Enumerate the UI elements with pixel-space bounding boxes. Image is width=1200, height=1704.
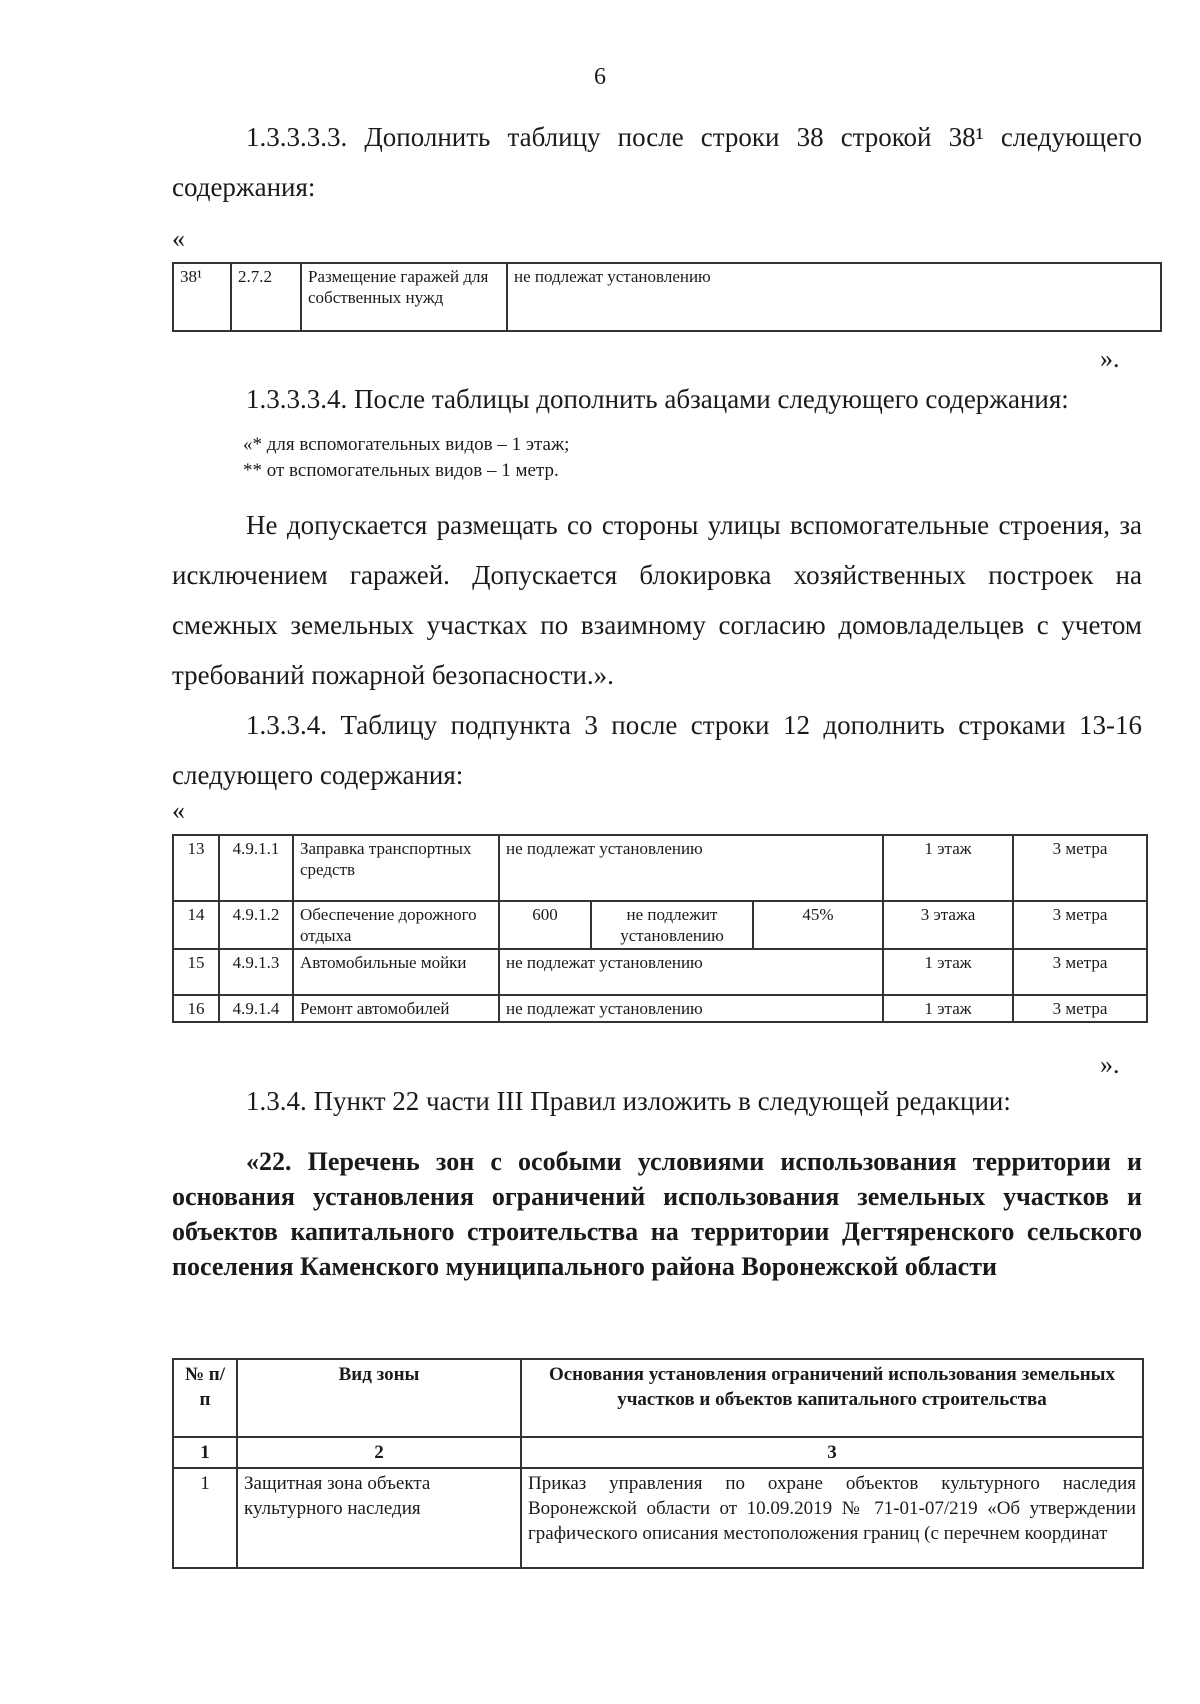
paragraph-2: 1.3.3.3.4. После таблицы дополнить абзацами следующего содержания:	[246, 384, 1069, 414]
row-name: Обеспечение дорожного отдыха	[293, 901, 499, 949]
paragraph-5: 1.3.4. Пункт 22 части III Правил изложить в следующей редакции:	[246, 1086, 1011, 1116]
paragraph-3: Не допускается размещать со стороны улицы вспомогательные строения, за исключением гаражей. Допускается блокировка хозяйственных построек на смежных земельных участках по взаимному согласию домовладельцев с учетом требований пожарной безопасности.».	[172, 510, 1142, 690]
row-floors: 1 этаж	[883, 835, 1013, 901]
column-header-basis: Основания установления ограничений использования земельных участков и объектов капитального строительства	[521, 1359, 1143, 1437]
table-row	[173, 949, 1147, 995]
paragraph-4: 1.3.3.4. Таблицу подпункта 3 после строки 12 дополнить строками 13-16 следующего содержания:	[172, 710, 1142, 790]
page-number: 6	[594, 64, 606, 90]
row-distance: 3 метра	[1013, 949, 1147, 995]
table-row	[173, 263, 1161, 331]
row-floors: 1 этаж	[883, 995, 1013, 1022]
row-value: не подлежат установлению	[507, 263, 1161, 331]
row-distance: 3 метра	[1013, 995, 1147, 1022]
column-index: 1	[173, 1437, 237, 1468]
paragraph-1: 1.3.3.3.3. Дополнить таблицу после строки 38 строкой 38¹ следующего содержания:	[172, 122, 1142, 202]
column-index: 3	[521, 1437, 1143, 1468]
row-code: 4.9.1.4	[219, 995, 293, 1022]
table-index-row	[173, 1437, 1143, 1468]
row-name: Ремонт автомобилей	[293, 995, 499, 1022]
section-heading: «22. Перечень зон с особыми условиями использования территории и основания установления ограничений использования земельных участков и объектов капитального строительства на территории Дегтяренского сельского поселения Каменского муниципального района Воронежской области	[172, 1147, 1142, 1281]
row-number: 16	[173, 995, 219, 1022]
table-row	[173, 901, 1147, 949]
table-roadside	[172, 834, 1148, 1023]
row-percent: 45%	[753, 901, 883, 949]
row-number: 14	[173, 901, 219, 949]
open-quote-1: «	[172, 224, 185, 253]
table-row	[173, 995, 1147, 1022]
table-header-row	[173, 1359, 1143, 1437]
footnote-2: ** от вспомогательных видов – 1 метр.	[243, 460, 559, 481]
table-row	[173, 1468, 1143, 1568]
column-header-number: № п/п	[173, 1359, 237, 1437]
footnote-1: «* для вспомогательных видов – 1 этаж;	[243, 434, 570, 455]
row-code: 4.9.1.2	[219, 901, 293, 949]
row-size: не подлежит установлению	[591, 901, 753, 949]
row-distance: 3 метра	[1013, 901, 1147, 949]
table-zones	[172, 1358, 1144, 1569]
row-basis: Приказ управления по охране объектов культурного наследия Воронежской области от 10.09.2019 № 71-01-07/219 «Об утверждении графического описания местоположения границ (с перечнем координат	[521, 1468, 1143, 1568]
row-number: 38¹	[173, 263, 231, 331]
row-number: 1	[173, 1468, 237, 1568]
row-number: 15	[173, 949, 219, 995]
column-header-zone: Вид зоны	[237, 1359, 521, 1437]
row-name: Размещение гаражей для собственных нужд	[301, 263, 507, 331]
row-floors: 3 этажа	[883, 901, 1013, 949]
row-area: 600	[499, 901, 591, 949]
table-row	[173, 835, 1147, 901]
row-value: не подлежат установлению	[499, 949, 883, 995]
row-name: Заправка транспортных средств	[293, 835, 499, 901]
close-quote-1: ».	[1100, 344, 1120, 373]
row-value: не подлежат установлению	[499, 835, 883, 901]
row-number: 13	[173, 835, 219, 901]
row-code: 4.9.1.1	[219, 835, 293, 901]
column-index: 2	[237, 1437, 521, 1468]
row-code: 2.7.2	[231, 263, 301, 331]
row-zone: Защитная зона объекта культурного наследия	[237, 1468, 521, 1568]
table-garages	[172, 262, 1162, 332]
row-code: 4.9.1.3	[219, 949, 293, 995]
row-value: не подлежат установлению	[499, 995, 883, 1022]
close-quote-2: ».	[1100, 1050, 1120, 1079]
row-name: Автомобильные мойки	[293, 949, 499, 995]
row-distance: 3 метра	[1013, 835, 1147, 901]
row-floors: 1 этаж	[883, 949, 1013, 995]
open-quote-2: «	[172, 796, 185, 825]
